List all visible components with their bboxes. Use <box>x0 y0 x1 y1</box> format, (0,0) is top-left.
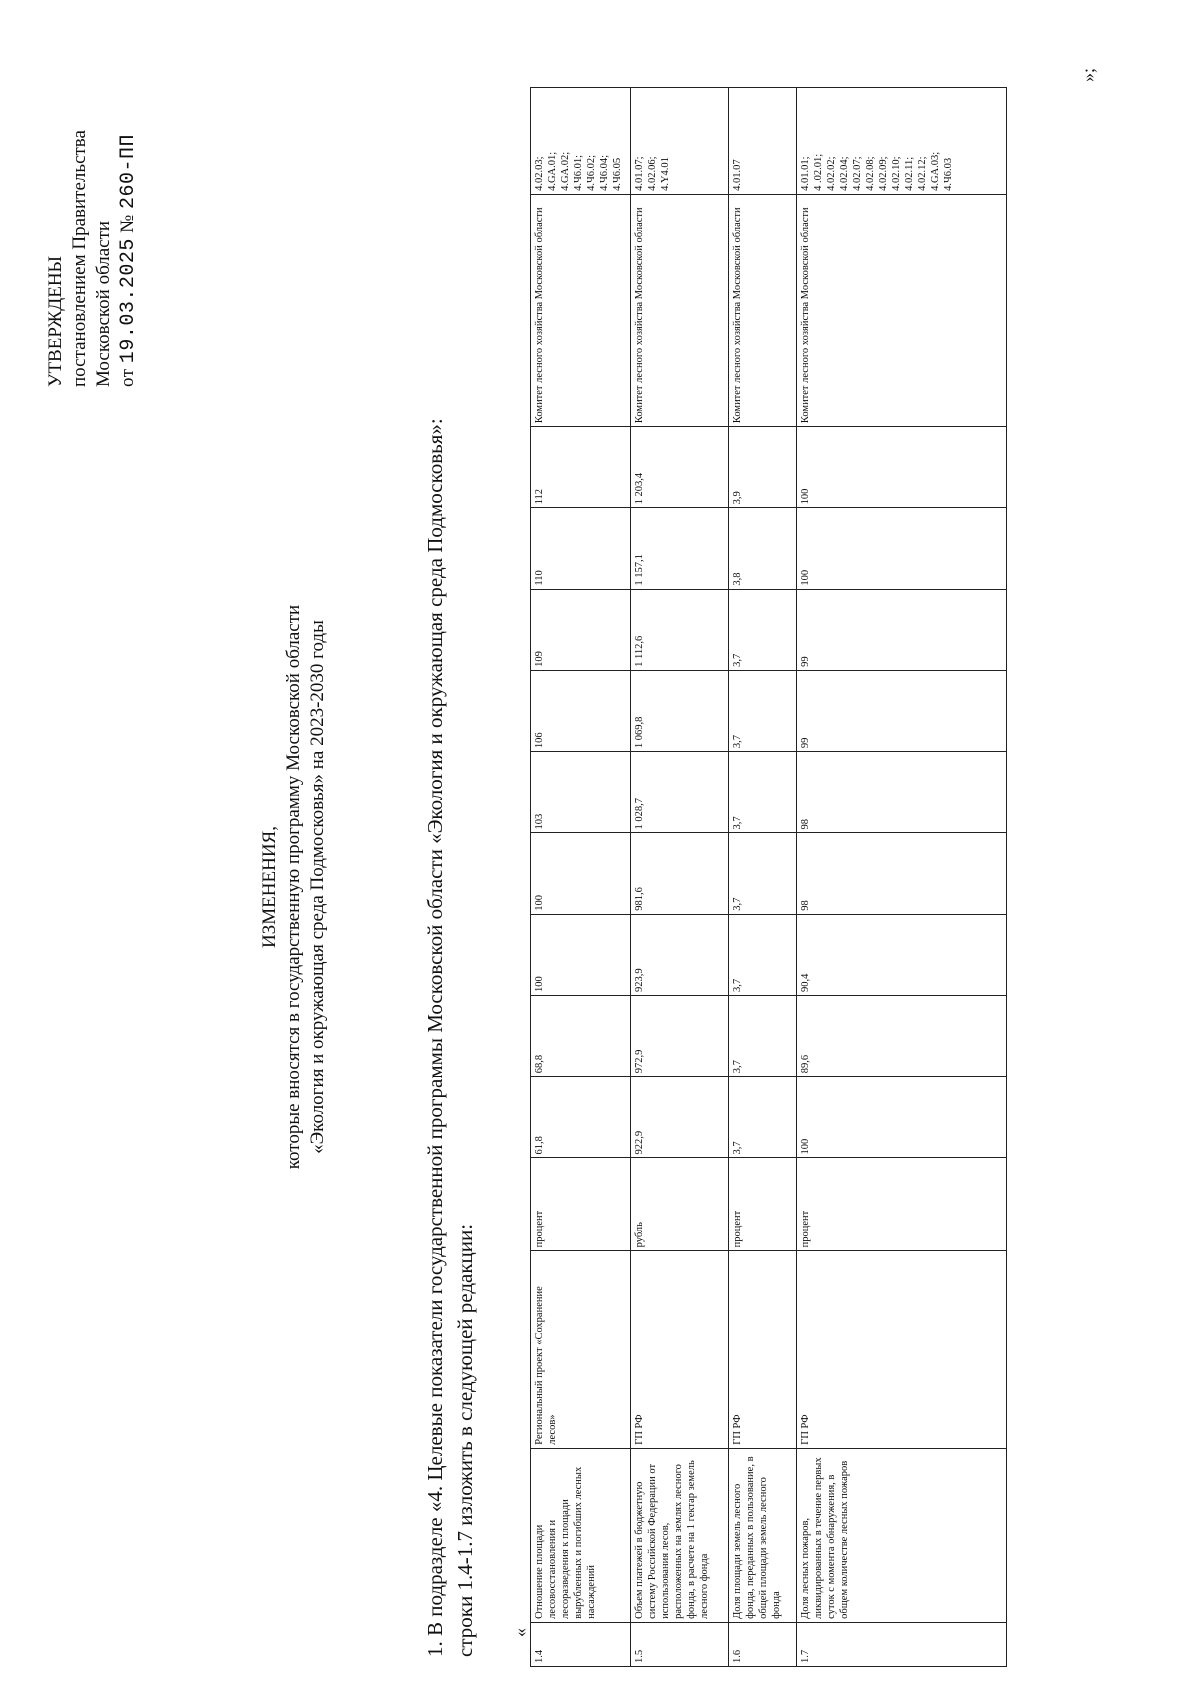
table-row <box>531 88 631 1667</box>
indicator-type-cell: ГП РФ <box>729 1251 797 1448</box>
value-cell: 3,7 <box>729 833 797 914</box>
value-cell: 100 <box>797 508 1007 589</box>
value-cell: 981,6 <box>631 833 729 914</box>
approval-number-sign: № <box>117 214 138 233</box>
value-cell: 3,9 <box>729 427 797 508</box>
code-item: 4.02.06; <box>647 156 658 191</box>
approval-date: 19.03.2025 <box>117 238 140 364</box>
unit-cell: процент <box>531 1158 631 1251</box>
value-cell: 89,6 <box>797 995 1007 1076</box>
value-cell: 1 069,8 <box>631 670 729 751</box>
responsible-cell: Комитет лесного хозяйства Московской области <box>531 194 631 426</box>
codes-cell <box>631 88 729 195</box>
code-item: 4.Ч6.02; <box>586 154 597 191</box>
indicator-type-cell: ГП РФ <box>631 1251 729 1448</box>
value-cell: 68,8 <box>531 995 631 1076</box>
code-item: 4.02.10; <box>891 156 902 191</box>
code-item: 4.02.09; <box>878 156 889 191</box>
heading-title: ИЗМЕНЕНИЯ, <box>259 826 280 948</box>
value-cell: 100 <box>797 1077 1007 1158</box>
indicator-name-cell: Доля площади земель лесного фонда, переданных в пользование, в общей площади земель лесного фонда <box>729 1448 797 1622</box>
value-cell: 1 028,7 <box>631 752 729 833</box>
code-item: 4.Ч6.04; <box>599 154 610 191</box>
value-cell: 98 <box>797 833 1007 914</box>
quote-close: »; <box>1078 67 1098 82</box>
value-cell: 98 <box>797 752 1007 833</box>
row-number-cell: 1.7 <box>797 1622 1007 1666</box>
responsible-cell: Комитет лесного хозяйства Московской области <box>797 194 1007 426</box>
heading-line2: «Экология и окружающая среда Подмосковья» на 2023-2030 годы <box>307 620 328 1154</box>
value-cell: 3,8 <box>729 508 797 589</box>
code-item: 4.02.11; <box>904 156 915 191</box>
codes-cell <box>531 88 631 195</box>
code-item: 4.01.07; <box>634 156 645 191</box>
code-item: 4.Ч6.05 <box>612 157 623 191</box>
heading-line1: которые вносятся в государственную программу Московской области <box>283 604 304 1170</box>
code-item: 4.GA.02; <box>560 151 571 191</box>
indicator-name-cell: Объем платежей в бюджетную систему Российской Федерации от использования лесов, расположенных на землях лесного фонда, в расчете на 1 гектар земель лесного фонда <box>631 1448 729 1622</box>
intro-paragraph <box>420 157 480 1657</box>
value-cell: 100 <box>531 914 631 995</box>
value-cell: 3,7 <box>729 589 797 670</box>
indicator-type-cell: Региональный проект «Сохранение лесов» <box>531 1251 631 1448</box>
value-cell: 110 <box>531 508 631 589</box>
approval-stamp <box>44 27 141 387</box>
value-cell: 61,8 <box>531 1077 631 1158</box>
code-item: 4.GA.03; <box>930 151 941 191</box>
value-cell: 112 <box>531 427 631 508</box>
value-cell: 90,4 <box>797 914 1007 995</box>
approval-date-line <box>116 27 141 387</box>
code-item: 4.02.08; <box>865 156 876 191</box>
responsible-cell: Комитет лесного хозяйства Московской области <box>729 194 797 426</box>
value-cell: 103 <box>531 752 631 833</box>
approval-line2: Московской области <box>93 220 114 387</box>
code-item: 4.01.07 <box>732 159 743 191</box>
indicator-name-cell: Отношение площади лесовосстановления и лесоразведения к площади вырубленных и погибших лесных насаждений <box>531 1448 631 1622</box>
approval-line1: постановлением Правительства <box>69 130 90 387</box>
value-cell: 1 203,4 <box>631 427 729 508</box>
value-cell: 972,9 <box>631 995 729 1076</box>
value-cell: 3,7 <box>729 914 797 995</box>
value-cell: 3,7 <box>729 670 797 751</box>
value-cell: 106 <box>531 670 631 751</box>
value-cell: 99 <box>797 589 1007 670</box>
code-item: 4.02.02; <box>826 156 837 191</box>
value-cell: 109 <box>531 589 631 670</box>
value-cell: 99 <box>797 670 1007 751</box>
intro-line1: 1. В подразделе «4. Целевые показатели государственной программы Московской области «Экология и окружающая среда Подмосковья»: <box>423 418 447 1657</box>
table-row <box>631 88 729 1667</box>
code-item: 4.02.12; <box>917 156 928 191</box>
document-heading <box>258 327 330 1447</box>
indicators-table <box>530 87 1007 1667</box>
code-item: 4.01.01; <box>800 156 811 191</box>
value-cell: 922,9 <box>631 1077 729 1158</box>
quote-open: « <box>510 1628 530 1637</box>
value-cell: 1 112,6 <box>631 589 729 670</box>
code-item: 4 .02.01; <box>813 153 824 191</box>
approval-number: 260-ПП <box>117 134 140 210</box>
unit-cell: процент <box>729 1158 797 1251</box>
code-item: 4.02.04; <box>839 156 850 191</box>
table-row <box>797 88 1007 1667</box>
code-item: 4.Ч6.01; <box>573 154 584 191</box>
code-item: 4.Y4.01 <box>660 157 671 191</box>
codes-cell <box>729 88 797 195</box>
table-row <box>729 88 797 1667</box>
value-cell: 3,7 <box>729 995 797 1076</box>
codes-cell <box>797 88 1007 195</box>
row-number-cell: 1.4 <box>531 1622 631 1666</box>
approval-title: УТВЕРЖДЕНЫ <box>45 255 66 387</box>
value-cell: 100 <box>797 427 1007 508</box>
indicator-name-cell: Доля лесных пожаров, ликвидированных в течение первых суток с момента обнаружения, в общем количестве лесных пожаров <box>797 1448 1007 1622</box>
value-cell: 923,9 <box>631 914 729 995</box>
indicator-type-cell: ГП РФ <box>797 1251 1007 1448</box>
unit-cell: рубль <box>631 1158 729 1251</box>
value-cell: 3,7 <box>729 1077 797 1158</box>
responsible-cell: Комитет лесного хозяйства Московской области <box>631 194 729 426</box>
row-number-cell: 1.5 <box>631 1622 729 1666</box>
row-number-cell: 1.6 <box>729 1622 797 1666</box>
code-item: 4.GA.01; <box>547 151 558 191</box>
code-item: 4.Ч6.03 <box>943 157 954 191</box>
approval-date-prefix: от <box>117 368 138 387</box>
value-cell: 100 <box>531 833 631 914</box>
value-cell: 3,7 <box>729 752 797 833</box>
code-item: 4.02.07; <box>852 156 863 191</box>
unit-cell: процент <box>797 1158 1007 1251</box>
value-cell: 1 157,1 <box>631 508 729 589</box>
intro-line2: строки 1.4-1.7 изложить в следующей редакции: <box>453 1223 477 1657</box>
code-item: 4.02.03; <box>534 156 545 191</box>
